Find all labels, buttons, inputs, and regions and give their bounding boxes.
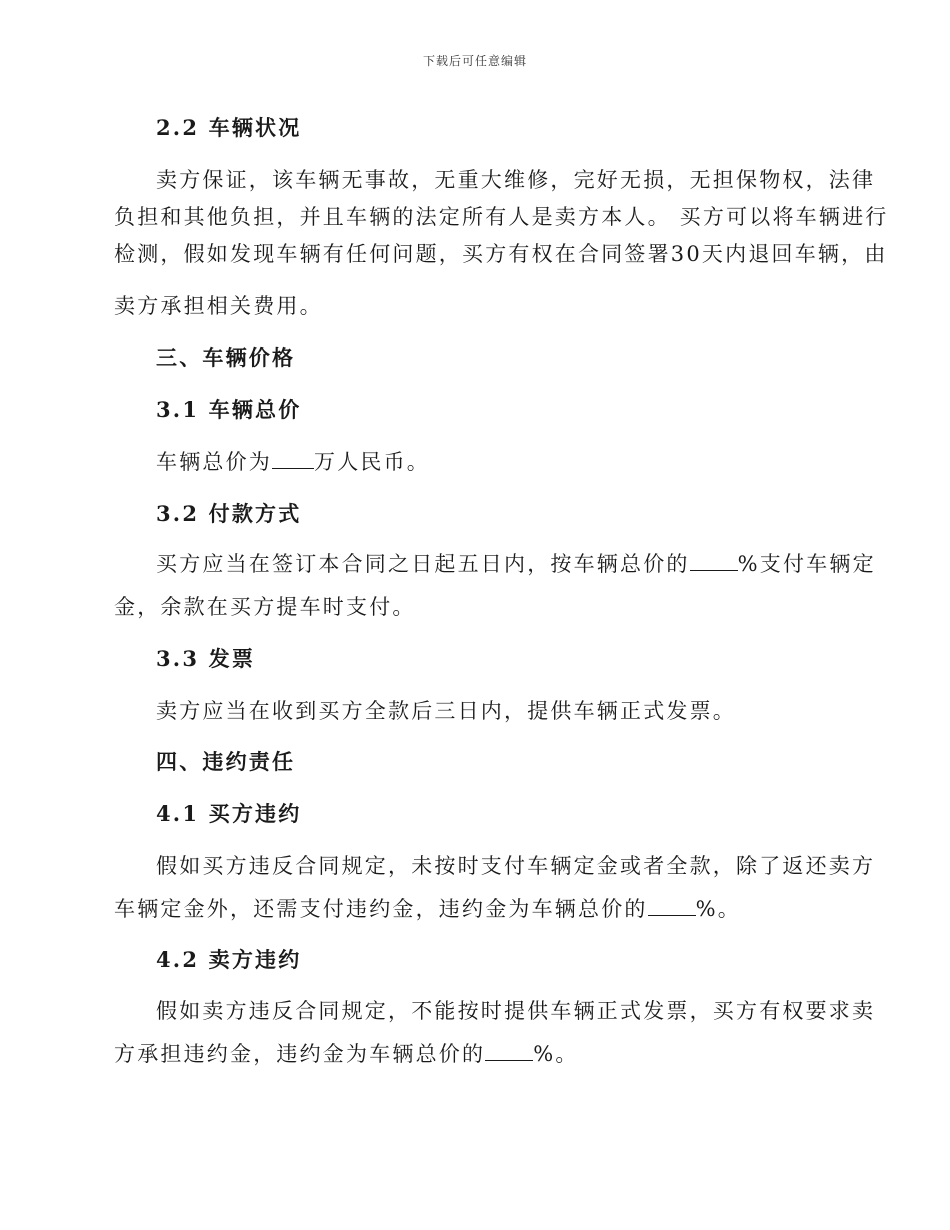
heading-4-1: 4.1 买方违约 — [156, 801, 302, 826]
fill-blank-seller-penalty-percent — [485, 1042, 533, 1061]
paragraph-4-2-line-1: 假如卖方违反合同规定，不能按时提供车辆正式发票，买方有权要求卖 — [156, 999, 876, 1023]
heading-section-3: 三、车辆价格 — [156, 345, 296, 370]
paragraph-3-1-text-after: 万人民币。 — [314, 450, 430, 474]
paragraph-3-2-text-before: 买方应当在签订本合同之日起五日内，按车辆总价的 — [156, 552, 690, 576]
paragraph-3-3: 卖方应当在收到买方全款后三日内，提供车辆正式发票。 — [156, 699, 736, 723]
paragraph-4-1-line-1: 假如买方违反合同规定，未按时支付车辆定金或者全款，除了返还卖方 — [156, 854, 876, 878]
heading-section-4: 四、违约责任 — [156, 749, 296, 774]
paragraph-3-2-line-2: 金，余款在买方提车时支付。 — [114, 595, 416, 619]
paragraph-4-1-text-after: %。 — [695, 897, 741, 921]
heading-3-2: 3.2 付款方式 — [156, 501, 302, 526]
fill-blank-total-price — [272, 450, 314, 469]
heading-3-3: 3.3 发票 — [156, 646, 256, 671]
paragraph-2-2-line-1: 卖方保证，该车辆无事故，无重大维修，完好无损，无担保物权，法律 — [156, 168, 876, 192]
paragraph-4-1-line-2 — [114, 895, 741, 923]
paragraph-3-2-text-after: %支付车辆定 — [737, 552, 876, 576]
paragraph-2-2-line-2: 负担和其他负担，并且车辆的法定所有人是卖方本人。 买方可以将车辆进行 — [114, 205, 889, 229]
fill-blank-deposit-percent — [690, 552, 738, 571]
paragraph-3-1-text-before: 车辆总价为 — [156, 450, 272, 474]
paragraph-4-2-text-after: %。 — [533, 1042, 579, 1066]
fill-blank-buyer-penalty-percent — [648, 897, 696, 916]
paragraph-4-2-line-2 — [114, 1040, 579, 1068]
paragraph-2-2-line-4: 卖方承担相关费用。 — [114, 294, 323, 318]
heading-3-1: 3.1 车辆总价 — [156, 397, 302, 422]
paragraph-3-2-line-1 — [156, 550, 876, 578]
paragraph-2-2-line-3: 检测，假如发现车辆有任何问题，买方有权在合同签署30天内退回车辆，由 — [114, 242, 888, 266]
heading-4-2: 4.2 卖方违约 — [156, 947, 302, 972]
paragraph-3-1 — [156, 448, 430, 476]
paragraph-4-1-text-before: 车辆定金外，还需支付违约金，违约金为车辆总价的 — [114, 897, 648, 921]
heading-2-2: 2.2 车辆状况 — [156, 115, 302, 140]
page-header: 下载后可任意编辑 — [422, 54, 527, 68]
paragraph-4-2-text-before: 方承担违约金，违约金为车辆总价的 — [114, 1042, 486, 1066]
